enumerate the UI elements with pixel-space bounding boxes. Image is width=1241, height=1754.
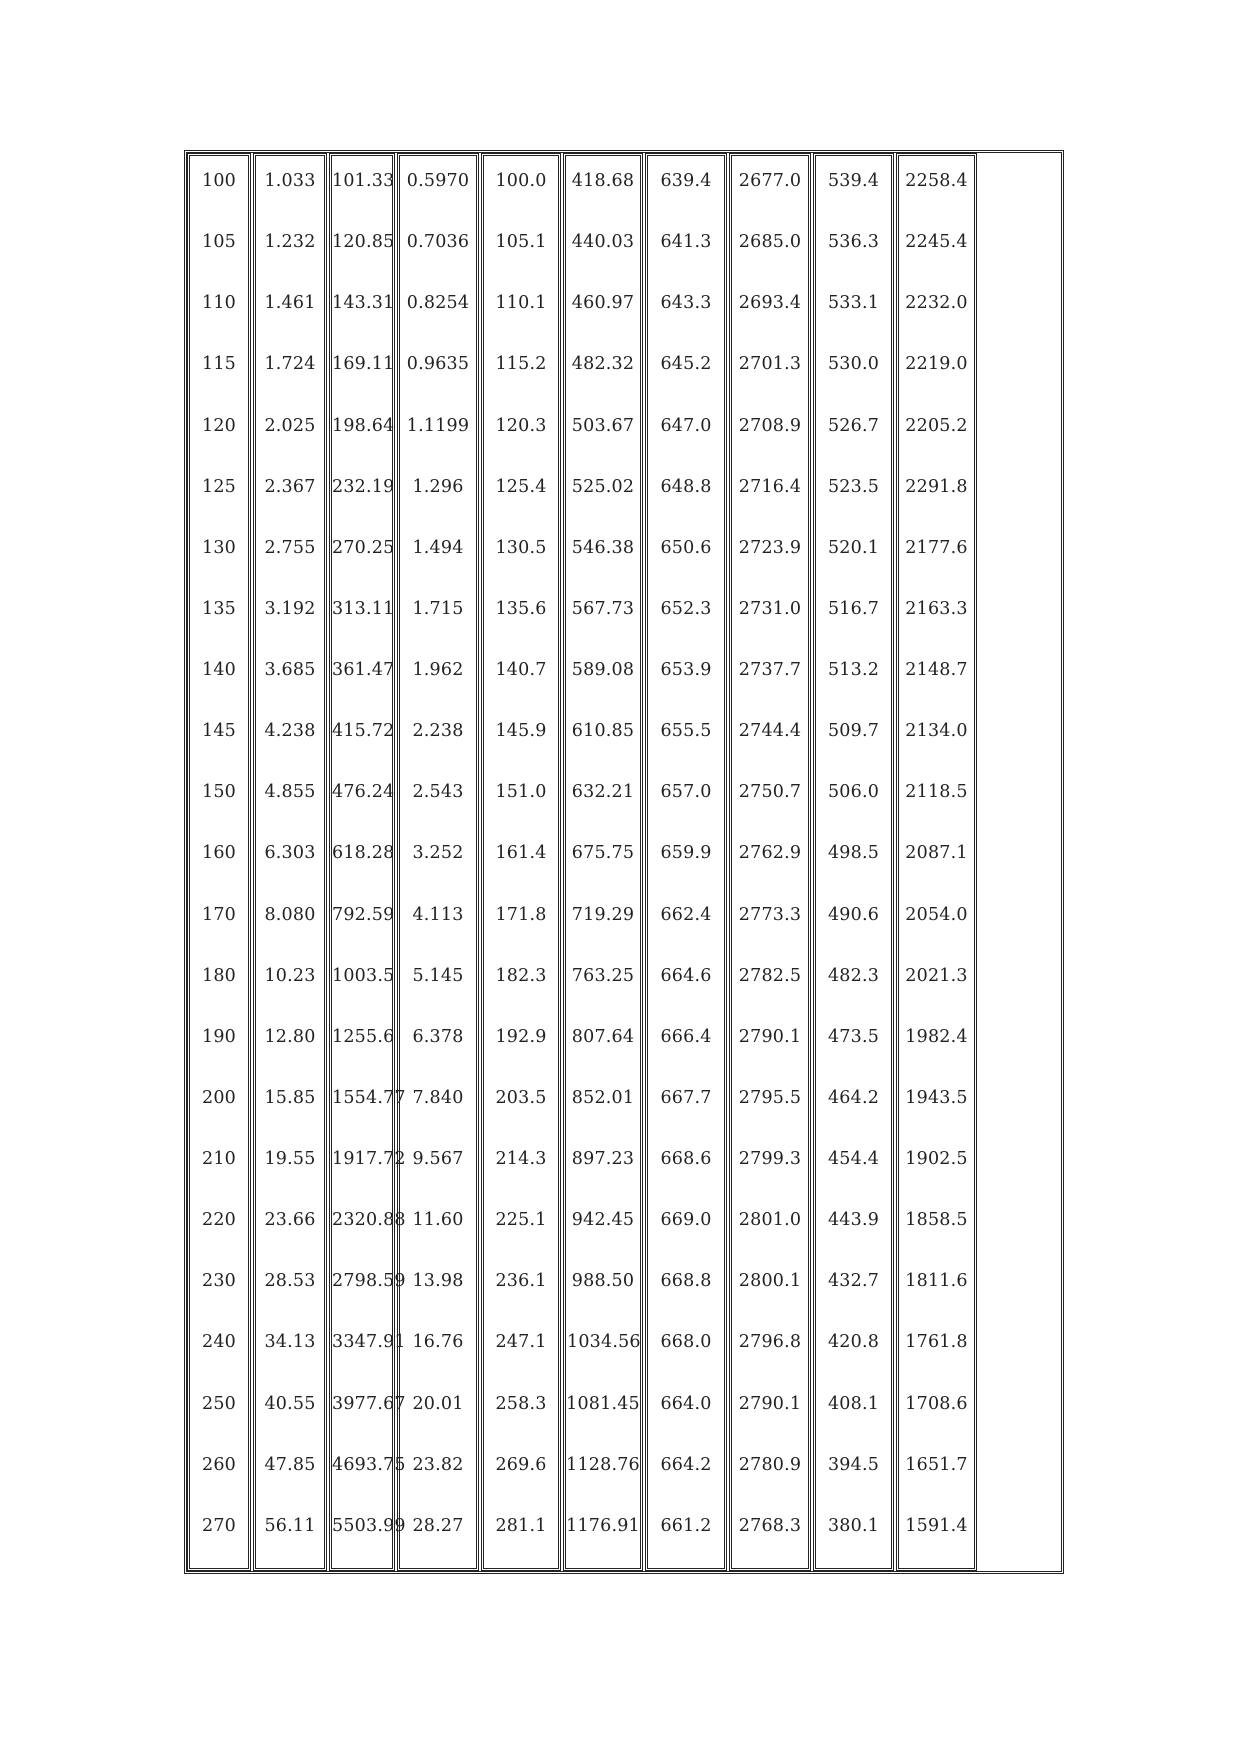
table-cell: 490.6	[827, 904, 880, 925]
table-cell: 1.461	[264, 293, 316, 314]
table-cell: 1.232	[264, 232, 316, 253]
table-cell: 852.01	[571, 1087, 635, 1108]
table-cell: 2782.5	[738, 965, 802, 986]
table-cell: 1081.45	[566, 1393, 640, 1414]
table-cell: 6.303	[264, 843, 316, 864]
table-cell: 214.3	[495, 1149, 547, 1169]
table-cell: 1176.91	[566, 1515, 640, 1536]
table-cell: 4693.75	[332, 1454, 406, 1475]
table-cell: 190	[201, 1026, 236, 1047]
table-cell: 546.38	[571, 537, 635, 558]
table-cell: 509.7	[827, 721, 880, 742]
table-cell: 1902.5	[905, 1149, 968, 1169]
table-cell: 140.7	[495, 660, 547, 680]
table-cell: 0.7036	[406, 232, 470, 253]
table-cell: 105	[201, 232, 236, 253]
table-cell: 3347.91	[332, 1332, 406, 1353]
table-cell: 198.64	[332, 415, 395, 436]
table-cell: 1003.5	[332, 965, 395, 986]
table-cell: 143.31	[332, 293, 395, 314]
table-column	[729, 153, 811, 1571]
table-cell: 0.5970	[406, 171, 470, 191]
table-cell: 145	[201, 721, 236, 742]
table-cell: 34.13	[264, 1332, 316, 1353]
table-cell: 250	[201, 1393, 236, 1414]
table-cell: 476.24	[332, 782, 395, 803]
table-cell: 270.25	[332, 537, 395, 558]
table-cell: 247.1	[495, 1332, 547, 1353]
table-column	[896, 153, 977, 1571]
table-cell: 610.85	[571, 721, 635, 742]
table-cell: 418.68	[571, 171, 635, 191]
table-cell: 664.6	[660, 965, 712, 986]
table-cell: 2744.4	[738, 721, 802, 742]
table-cell: 110.1	[495, 293, 547, 314]
table-cell: 2723.9	[738, 537, 802, 558]
table-cell: 2799.3	[738, 1149, 802, 1169]
steam-table	[184, 150, 1064, 1574]
table-cell: 2087.1	[905, 843, 968, 864]
table-cell: 653.9	[660, 660, 712, 680]
table-cell: 2773.3	[738, 904, 802, 925]
table-cell: 2731.0	[738, 598, 802, 619]
table-cell: 260	[201, 1454, 236, 1475]
table-cell: 2685.0	[738, 232, 802, 253]
table-cell: 2021.3	[905, 965, 968, 986]
table-cell: 2205.2	[905, 415, 968, 436]
table-cell: 28.53	[264, 1271, 316, 1292]
table-cell: 150	[201, 782, 236, 803]
table-cell: 232.19	[332, 476, 395, 497]
table-cell: 110	[201, 293, 236, 314]
table-cell: 5503.99	[332, 1515, 406, 1536]
table-cell: 40.55	[264, 1393, 316, 1414]
table-cell: 225.1	[495, 1210, 547, 1231]
table-cell: 2795.5	[738, 1087, 802, 1108]
table-cell: 415.72	[332, 721, 395, 742]
table-cell: 2232.0	[905, 293, 968, 314]
table-cell: 2750.7	[738, 782, 802, 803]
table-cell: 652.3	[660, 598, 712, 619]
table-cell: 792.59	[332, 904, 395, 925]
table-cell: 536.3	[827, 232, 880, 253]
table-cell: 2054.0	[905, 904, 968, 925]
table-cell: 516.7	[827, 598, 880, 619]
table-cell: 1.715	[412, 598, 464, 619]
table-column	[397, 153, 479, 1571]
table-cell: 105.1	[495, 232, 547, 253]
table-cell: 313.11	[332, 598, 395, 619]
table-cell: 662.4	[660, 904, 712, 925]
table-cell: 100	[201, 171, 236, 191]
table-cell: 432.7	[827, 1271, 880, 1292]
table-cell: 182.3	[495, 965, 547, 986]
table-cell: 258.3	[495, 1393, 547, 1414]
table-cell: 170	[201, 904, 236, 925]
table-cell: 1.962	[412, 660, 464, 680]
table-cell: 2801.0	[738, 1210, 802, 1231]
table-cell: 1943.5	[905, 1087, 968, 1108]
table-cell: 664.0	[660, 1393, 712, 1414]
table-cell: 1651.7	[905, 1454, 968, 1475]
table-cell: 2800.1	[738, 1271, 802, 1292]
table-cell: 23.82	[412, 1454, 464, 1475]
table-cell: 130.5	[495, 537, 547, 558]
table-cell: 2790.1	[738, 1026, 802, 1047]
table-cell: 394.5	[827, 1454, 880, 1475]
table-cell: 1982.4	[905, 1026, 968, 1047]
table-cell: 0.8254	[406, 293, 470, 314]
table-cell: 269.6	[495, 1454, 547, 1475]
table-cell: 20.01	[412, 1393, 464, 1414]
table-cell: 130	[201, 537, 236, 558]
table-cell: 2148.7	[905, 660, 968, 680]
table-cell: 464.2	[827, 1087, 880, 1108]
table-cell: 101.33	[332, 171, 395, 191]
table-cell: 618.28	[332, 843, 395, 864]
table-cell: 567.73	[571, 598, 635, 619]
table-cell: 675.75	[571, 843, 635, 864]
table-cell: 539.4	[827, 171, 880, 191]
table-cell: 2737.7	[738, 660, 802, 680]
table-column	[645, 153, 727, 1571]
table-cell: 7.840	[412, 1087, 464, 1108]
table-cell: 668.8	[660, 1271, 712, 1292]
table-column	[563, 153, 643, 1571]
table-cell: 2219.0	[905, 354, 968, 375]
table-cell: 643.3	[660, 293, 712, 314]
table-cell: 2768.3	[738, 1515, 802, 1536]
table-cell: 525.02	[571, 476, 635, 497]
table-cell: 10.23	[264, 965, 316, 986]
table-cell: 1034.56	[567, 1332, 641, 1353]
table-cell: 200	[201, 1087, 236, 1108]
table-cell: 639.4	[660, 171, 712, 191]
table-cell: 1858.5	[905, 1210, 968, 1231]
table-cell: 659.9	[660, 843, 712, 864]
table-cell: 1.296	[412, 476, 464, 497]
table-cell: 1591.4	[905, 1515, 968, 1536]
table-cell: 1554.77	[332, 1087, 406, 1108]
table-cell: 115	[201, 354, 236, 375]
table-cell: 506.0	[827, 782, 880, 803]
table-cell: 270	[201, 1515, 236, 1536]
table-cell: 47.85	[264, 1454, 316, 1475]
table-cell: 115.2	[495, 354, 547, 375]
table-cell: 1.1199	[406, 415, 470, 436]
table-cell: 100.0	[495, 171, 547, 191]
table-cell: 361.47	[332, 660, 395, 680]
table-cell: 655.5	[660, 721, 712, 742]
table-cell: 632.21	[571, 782, 635, 803]
table-cell: 240	[201, 1332, 236, 1353]
table-cell: 1255.6	[332, 1026, 395, 1047]
table-cell: 230	[201, 1271, 236, 1292]
table-cell: 3.685	[264, 660, 316, 680]
table-cell: 160	[201, 843, 236, 864]
table-cell: 281.1	[495, 1515, 547, 1536]
table-cell: 1.494	[412, 537, 464, 558]
table-cell: 2134.0	[905, 721, 968, 742]
table-cell: 180	[201, 965, 236, 986]
table-cell: 125.4	[495, 476, 547, 497]
table-cell: 2.025	[264, 415, 316, 436]
table-cell: 763.25	[571, 965, 635, 986]
table-cell: 2320.88	[332, 1210, 406, 1231]
table-cell: 482.32	[571, 354, 635, 375]
table-cell: 2245.4	[905, 232, 968, 253]
table-cell: 3.252	[412, 843, 464, 864]
table-column	[253, 153, 327, 1571]
table-cell: 668.0	[660, 1332, 712, 1353]
table-cell: 498.5	[827, 843, 880, 864]
table-cell: 657.0	[660, 782, 712, 803]
table-cell: 2677.0	[738, 171, 802, 191]
table-cell: 1708.6	[905, 1393, 968, 1414]
table-cell: 125	[201, 476, 236, 497]
table-cell: 12.80	[264, 1026, 316, 1047]
table-cell: 135	[201, 598, 236, 619]
table-cell: 2177.6	[905, 537, 968, 558]
table-cell: 28.27	[412, 1515, 464, 1536]
table-cell: 13.98	[412, 1271, 464, 1292]
table-cell: 2762.9	[738, 843, 802, 864]
table-cell: 408.1	[827, 1393, 880, 1414]
table-cell: 520.1	[827, 537, 880, 558]
table-column	[187, 153, 251, 1571]
table-cell: 169.11	[332, 354, 395, 375]
table-cell: 443.9	[827, 1210, 880, 1231]
table-cell: 2163.3	[905, 598, 968, 619]
table-cell: 2.238	[412, 721, 464, 742]
table-cell: 161.4	[495, 843, 547, 864]
table-cell: 2716.4	[738, 476, 802, 497]
table-cell: 5.145	[412, 965, 464, 986]
table-cell: 171.8	[495, 904, 547, 925]
table-cell: 503.67	[571, 415, 635, 436]
table-cell: 513.2	[827, 660, 880, 680]
table-cell: 8.080	[264, 904, 316, 925]
table-column	[481, 153, 561, 1571]
table-cell: 523.5	[827, 476, 880, 497]
table-cell: 645.2	[660, 354, 712, 375]
table-cell: 669.0	[660, 1210, 712, 1231]
table-cell: 641.3	[660, 232, 712, 253]
table-cell: 530.0	[827, 354, 880, 375]
table-cell: 2.367	[264, 476, 316, 497]
table-cell: 2258.4	[905, 171, 968, 191]
table-cell: 807.64	[571, 1026, 635, 1047]
table-column	[813, 153, 894, 1571]
table-cell: 667.7	[660, 1087, 712, 1108]
table-cell: 719.29	[571, 904, 635, 925]
table-cell: 1761.8	[905, 1332, 968, 1353]
table-cell: 666.4	[660, 1026, 712, 1047]
table-cell: 2796.8	[738, 1332, 802, 1353]
table-column	[329, 153, 406, 1571]
table-cell: 2693.4	[738, 293, 802, 314]
table-cell: 203.5	[495, 1087, 547, 1108]
table-cell: 23.66	[264, 1210, 316, 1231]
table-cell: 15.85	[264, 1087, 316, 1108]
table-cell: 120.3	[495, 415, 547, 436]
table-cell: 0.9635	[406, 354, 470, 375]
table-cell: 440.03	[571, 232, 635, 253]
table-cell: 56.11	[264, 1515, 316, 1536]
table-cell: 650.6	[660, 537, 712, 558]
table-cell: 151.0	[495, 782, 547, 803]
table-cell: 454.4	[827, 1149, 880, 1169]
table-cell: 2798.59	[332, 1271, 406, 1292]
table-cell: 647.0	[660, 415, 712, 436]
table-cell: 2708.9	[738, 415, 802, 436]
table-cell: 1.033	[264, 171, 316, 191]
table-cell: 2.755	[264, 537, 316, 558]
table-cell: 2790.1	[738, 1393, 802, 1414]
table-cell: 589.08	[571, 660, 635, 680]
table-cell: 9.567	[412, 1149, 464, 1169]
table-cell: 664.2	[660, 1454, 712, 1475]
table-cell: 4.238	[264, 721, 316, 742]
table-cell: 6.378	[412, 1026, 464, 1047]
table-cell: 942.45	[571, 1210, 635, 1231]
table-cell: 2291.8	[905, 476, 968, 497]
table-cell: 4.855	[264, 782, 316, 803]
table-cell: 4.113	[412, 904, 464, 925]
table-cell: 16.76	[412, 1332, 464, 1353]
table-cell: 2118.5	[905, 782, 968, 803]
table-cell: 140	[201, 660, 236, 680]
table-cell: 420.8	[827, 1332, 880, 1353]
table-cell: 3977.67	[332, 1393, 406, 1414]
table-cell: 482.3	[827, 965, 880, 986]
table-cell: 380.1	[827, 1515, 880, 1536]
table-cell: 3.192	[264, 598, 316, 619]
table-cell: 648.8	[660, 476, 712, 497]
table-cell: 1.724	[264, 354, 316, 375]
table-cell: 473.5	[827, 1026, 880, 1047]
table-cell: 135.6	[495, 598, 547, 619]
table-cell: 668.6	[660, 1149, 712, 1169]
table-cell: 1128.76	[566, 1454, 640, 1475]
table-cell: 11.60	[412, 1210, 464, 1231]
table-cell: 145.9	[495, 721, 547, 742]
table-cell: 661.2	[660, 1515, 712, 1536]
table-cell: 220	[201, 1210, 236, 1231]
table-cell: 2701.3	[738, 354, 802, 375]
table-cell: 120.85	[332, 232, 395, 253]
table-cell: 120	[201, 415, 236, 436]
table-cell: 1811.6	[905, 1271, 968, 1292]
table-cell: 533.1	[827, 293, 880, 314]
table-cell: 192.9	[495, 1026, 547, 1047]
table-cell: 988.50	[571, 1271, 635, 1292]
table-cell: 526.7	[827, 415, 880, 436]
table-cell: 19.55	[264, 1149, 316, 1169]
table-cell: 460.97	[571, 293, 635, 314]
table-cell: 236.1	[495, 1271, 547, 1292]
table-cell: 1917.72	[332, 1149, 406, 1169]
table-cell: 210	[201, 1149, 236, 1169]
table-cell: 897.23	[571, 1149, 635, 1169]
table-cell: 2.543	[412, 782, 464, 803]
table-cell: 2780.9	[738, 1454, 802, 1475]
